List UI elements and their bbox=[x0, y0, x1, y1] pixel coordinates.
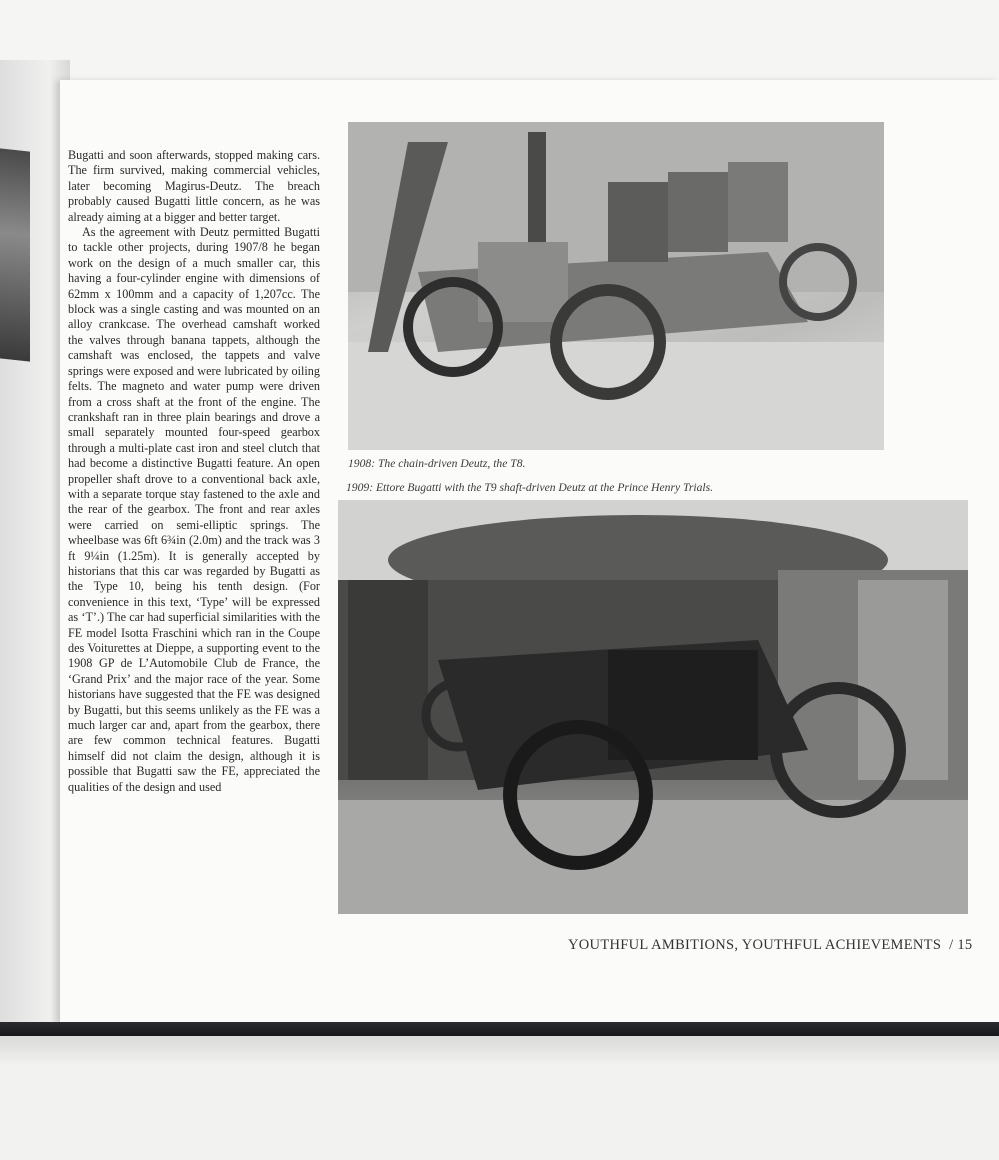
left-page-photo-fragment bbox=[0, 148, 30, 361]
book-cover-edge bbox=[0, 1022, 999, 1036]
body-text-column bbox=[68, 148, 320, 795]
photo-deutz-t9-illustration bbox=[338, 500, 968, 914]
photo-deutz-t8-caption: 1908: The chain-driven Deutz, the T8. bbox=[348, 457, 526, 470]
running-head bbox=[568, 937, 972, 954]
book-shadow bbox=[0, 1036, 999, 1066]
photo-deutz-t9-caption: 1909: Ettore Bugatti with the T9 shaft-driven Deutz at the Prince Henry Trials. bbox=[346, 481, 713, 494]
photo-deutz-t8-illustration bbox=[348, 122, 884, 450]
body-paragraph: Bugatti and soon afterwards, stopped making cars. The firm survived, making commercial vehicles, later becoming Magirus-Deutz. The breach probably caused Bugatti little concern, as he was already aiming at a bigger and better target. bbox=[68, 148, 320, 224]
photo-deutz-t9 bbox=[338, 500, 968, 914]
chapter-title: YOUTHFUL AMBITIONS, YOUTHFUL ACHIEVEMENTS bbox=[568, 937, 942, 953]
photo-deutz-t8 bbox=[348, 122, 884, 450]
page-number: / 15 bbox=[949, 937, 973, 953]
body-paragraph: As the agreement with Deutz permitted Bugatti to tackle other projects, during 1907/8 he began work on the design of a much smaller car, this having a four-cylinder engine with dimensions of 62mm x 100mm and a capacity of 1,207cc. The block was a single casting and was mounted on an alloy crankcase. The overhead camshaft worked the valves through banana tappets, although the camshaft was enclosed, the tappets and valve springs were exposed and were lubricated by oiling felts. The magneto and water pump were driven from a cross shaft at the front of the engine. The crankshaft ran in three plain bearings and drove a small separately mounted four-speed gearbox through a multi-plate cast iron and steel clutch that had become a distinctive Bugatti feature. An open propeller shaft drove to a conventional back axle, with a separate torque stay fastened to the axle and the rear of the gearbox. The front and rear axles were carried on semi-elliptic springs. The wheelbase was 6ft 6¾in (2.0m) and the track was 3 ft 9¼in (1.25m). It is generally accepted by historians that this car was regarded by Bugatti as the Type 10, being his tenth design. (For convenience in this text, ‘Type’ will be expressed as ‘T’.) The car had superficial similarities with the FE model Isotta Fraschini which ran in the Coupe des Voiturettes at Dieppe, a supporting event to the 1908 GP de L’Automobile Club de France, the ‘Grand Prix’ and the major race of the year. Some historians have suggested that the FE was designed by Bugatti, but this seems unlikely as the FE was a much larger car and, apart from the gearbox, there are few common technical features. Bugatti himself did not claim the design, although it is possible that Bugatti saw the FE, appreciated the qualities of the design and used bbox=[68, 225, 320, 794]
